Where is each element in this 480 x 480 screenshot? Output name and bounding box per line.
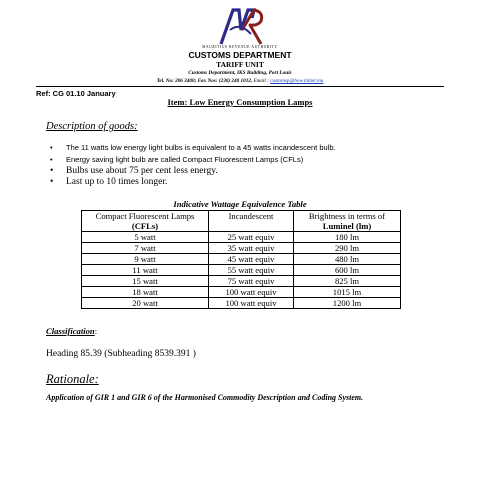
table-cell: 1015 lm: [294, 287, 401, 298]
header-divider: [36, 86, 444, 87]
bullet-dot-icon: •: [50, 165, 54, 176]
table-header-row: [82, 211, 401, 222]
table-cell: 15 watt: [82, 276, 209, 287]
department-name: CUSTOMS DEPARTMENT: [188, 50, 292, 60]
column-header: Brightness in terms of: [294, 211, 401, 222]
classification-heading-number: Heading 85.39 (Subheading 8539.391 ): [46, 349, 196, 359]
table-cell: 45 watt equiv: [209, 254, 294, 265]
table-cell: 11 watt: [82, 265, 209, 276]
unit-name: TARIFF UNIT: [216, 60, 264, 69]
description-list: [46, 142, 446, 189]
list-item: • Bulbs use about 75 per cent less energy.: [50, 165, 218, 176]
table-cell: 75 watt equiv: [209, 276, 294, 287]
table-cell: 18 watt: [82, 287, 209, 298]
contact-line: [0, 78, 480, 84]
table-cell: 20 watt: [82, 298, 209, 309]
table-cell: 5 watt: [82, 232, 209, 243]
email-label: Email :: [253, 78, 269, 84]
table-cell: 600 lm: [294, 265, 401, 276]
table-cell: 7 watt: [82, 243, 209, 254]
table-subheader-row: [82, 221, 401, 232]
column-header: Incandescent: [209, 211, 294, 222]
address-line: Customs Department, IKS Building, Port Louis: [188, 70, 292, 76]
list-item: • Last up to 10 times longer.: [50, 177, 168, 188]
table-row: [82, 254, 401, 265]
table-cell: 25 watt equiv: [209, 232, 294, 243]
table-row: [82, 276, 401, 287]
list-item: • The 11 watts low energy light bulbs is equivalent to a 45 watts incandescent bulb.: [50, 143, 336, 152]
bullet-dot-icon: •: [50, 177, 54, 188]
table-cell: 180 lm: [294, 232, 401, 243]
bullet-dot-icon: •: [50, 154, 53, 164]
table-row: [82, 232, 401, 243]
column-subheader: [209, 221, 294, 232]
description-heading: Description of goods:: [46, 121, 138, 132]
table-cell: 100 watt equiv: [209, 287, 294, 298]
table-cell: 9 watt: [82, 254, 209, 265]
wattage-equivalence-table: [81, 210, 401, 309]
email-link[interactable]: customsp@bow.intnet.mu: [270, 78, 324, 84]
column-header: Compact Fluorescent Lamps: [82, 211, 209, 222]
rationale-heading: Rationale:: [46, 372, 99, 386]
reference-number: Ref: CG 01.10 January: [36, 89, 116, 98]
contact-numbers: Tel. No: 206 3400; Fax Nos: (230) 240 1012,: [156, 78, 253, 84]
rationale-text: Application of GIR 1 and GIR 6 of the Harmonised Commodity Description and Coding System.: [46, 393, 364, 402]
mra-logo-icon: [218, 6, 264, 46]
table-cell: 480 lm: [294, 254, 401, 265]
table-title: Indicative Wattage Equivalence Table: [173, 199, 307, 209]
table-cell: 100 watt equiv: [209, 298, 294, 309]
bullet-dot-icon: •: [50, 143, 53, 152]
classification-heading: Classification:: [46, 326, 98, 336]
authority-name: MAURITIUS REVENUE AUTHORITY: [202, 45, 278, 49]
column-subheader: Luminel (lm): [294, 221, 401, 232]
list-item: • Energy saving light bulb are called Compact Fluorescent Lamps (CFLs): [50, 154, 304, 164]
table-row: [82, 287, 401, 298]
table-cell: 290 lm: [294, 243, 401, 254]
column-subheader: (CFLs): [82, 221, 209, 232]
table-row: [82, 243, 401, 254]
table-row: [82, 265, 401, 276]
table-cell: 825 lm: [294, 276, 401, 287]
table-cell: 35 watt equiv: [209, 243, 294, 254]
table-row: [82, 298, 401, 309]
table-cell: 1200 lm: [294, 298, 401, 309]
item-title: Item: Low Energy Consumption Lamps: [167, 97, 313, 107]
table-cell: 55 watt equiv: [209, 265, 294, 276]
